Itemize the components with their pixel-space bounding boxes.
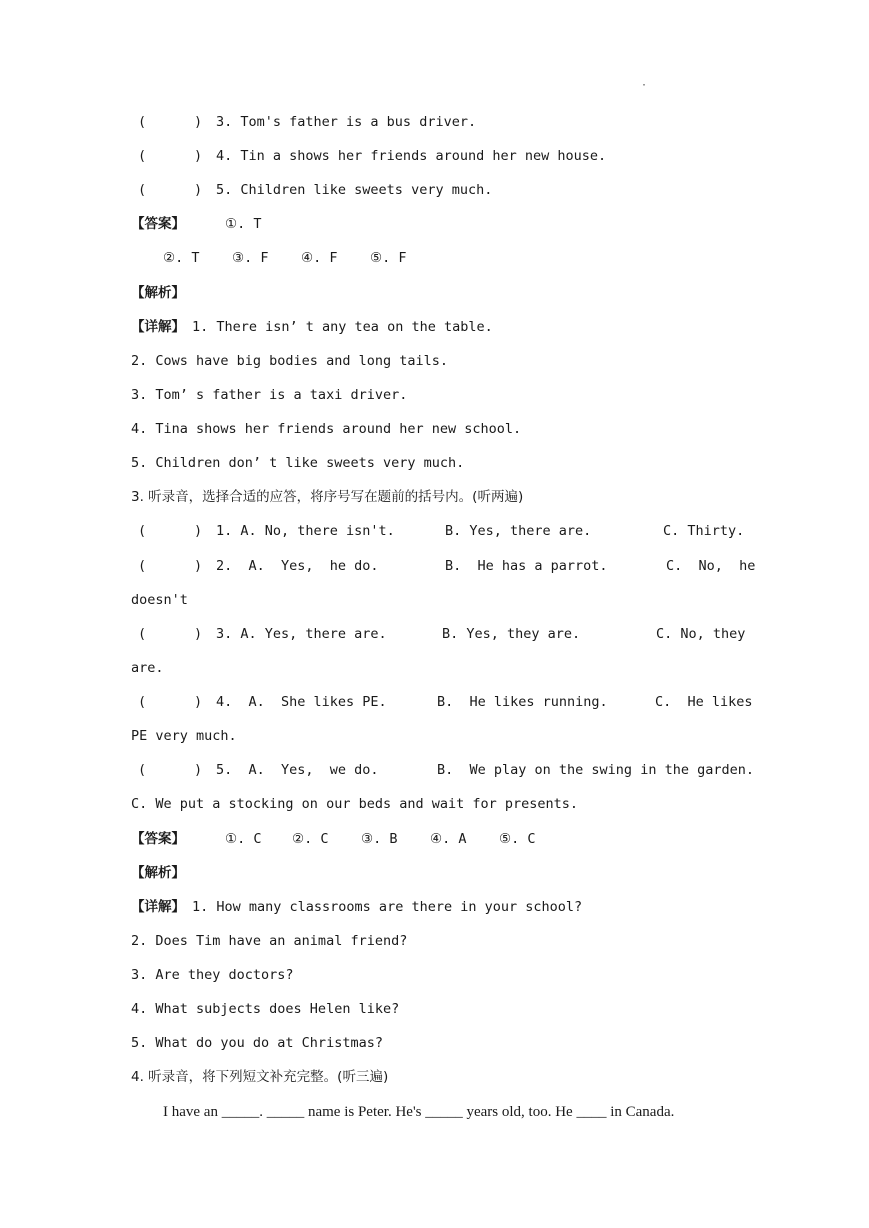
paren-open: ( [138, 558, 147, 574]
option-wrap: doesn't [131, 592, 188, 608]
item-text: 3. Tom's father is a bus driver. [216, 114, 477, 130]
analysis-label: 【解析】 [131, 865, 185, 881]
answer-label: 【答案】 [131, 831, 185, 847]
paren-open: ( [138, 182, 147, 198]
answer-1: ①. C [225, 831, 262, 847]
item-text: 4. Tin a shows her friends around her new house. [216, 148, 607, 164]
option-c: C. No, they [656, 626, 746, 642]
option-b: B. We play on the swing in the garden. [437, 762, 754, 778]
page-marker: · [641, 80, 648, 91]
paren-close: ) [194, 182, 203, 198]
paren-open: ( [138, 694, 147, 710]
answer-2: ②. T [163, 250, 200, 266]
part3-detail-3: 3. Are they doctors? [131, 967, 294, 983]
paren-open: ( [138, 762, 147, 778]
part3-detail-5: 5. What do you do at Christmas? [131, 1035, 383, 1051]
part2-detail-2: 2. Cows have big bodies and long tails. [131, 353, 448, 369]
part2-detail-4: 4. Tina shows her friends around her new school. [131, 421, 522, 437]
paren-close: ) [194, 762, 203, 778]
detail-label: 【详解】 [131, 319, 185, 335]
part3-detail-2: 2. Does Tim have an animal friend? [131, 933, 408, 949]
option-c: C. He likes [655, 694, 753, 710]
part4-passage: I have an _____. _____ name is Peter. He's _____ years old, too. He ____ in Canada. [163, 1104, 675, 1120]
answer-5: ⑤. F [370, 250, 407, 266]
answer-2: ②. C [292, 831, 329, 847]
option-a: 3. A. Yes, there are. [216, 626, 387, 642]
detail-text: 1. There isn’ t any tea on the table. [192, 319, 493, 335]
paren-close: ) [194, 523, 203, 539]
answer-4: ④. F [301, 250, 338, 266]
answer-4: ④. A [430, 831, 467, 847]
part4-heading: 4. 听录音，将下列短文补充完整。(听三遍) [131, 1069, 389, 1085]
detail-label: 【详解】 [131, 899, 185, 915]
part2-detail-3: 3. Tom’ s father is a taxi driver. [131, 387, 408, 403]
option-b: B. Yes, there are. [445, 523, 592, 539]
paren-open: ( [138, 626, 147, 642]
paren-close: ) [194, 626, 203, 642]
option-a: 5. A. Yes, we do. [216, 762, 379, 778]
paren-open: ( [138, 114, 147, 130]
paren-open: ( [138, 148, 147, 164]
answer-1: ①. T [225, 216, 262, 232]
answer-label: 【答案】 [131, 216, 185, 232]
item-text: 5. Children like sweets very much. [216, 182, 493, 198]
detail-text: 1. How many classrooms are there in your school? [192, 899, 583, 915]
part2-detail-5: 5. Children don’ t like sweets very much. [131, 455, 465, 471]
option-a: 4. A. She likes PE. [216, 694, 387, 710]
answer-3: ③. B [361, 831, 398, 847]
option-b: B. He likes running. [437, 694, 608, 710]
option-a: 2. A. Yes, he do. [216, 558, 379, 574]
paren-open: ( [138, 523, 147, 539]
paren-close: ) [194, 694, 203, 710]
option-a: 1. A. No, there isn't. [216, 523, 395, 539]
option-wrap: C. We put a stocking on our beds and wait for presents. [131, 796, 579, 812]
option-wrap: PE very much. [131, 728, 237, 744]
analysis-label: 【解析】 [131, 285, 185, 301]
answer-3: ③. F [232, 250, 269, 266]
option-c: C. No, he [666, 558, 756, 574]
option-b: B. He has a parrot. [445, 558, 608, 574]
part3-detail-4: 4. What subjects does Helen like? [131, 1001, 400, 1017]
answer-5: ⑤. C [499, 831, 536, 847]
paren-close: ) [194, 558, 203, 574]
paren-close: ) [194, 114, 203, 130]
option-wrap: are. [131, 660, 164, 676]
paren-close: ) [194, 148, 203, 164]
part3-heading: 3. 听录音，选择合适的应答，将序号写在题前的括号内。(听两遍) [131, 489, 524, 505]
option-b: B. Yes, they are. [442, 626, 581, 642]
option-c: C. Thirty. [663, 523, 745, 539]
